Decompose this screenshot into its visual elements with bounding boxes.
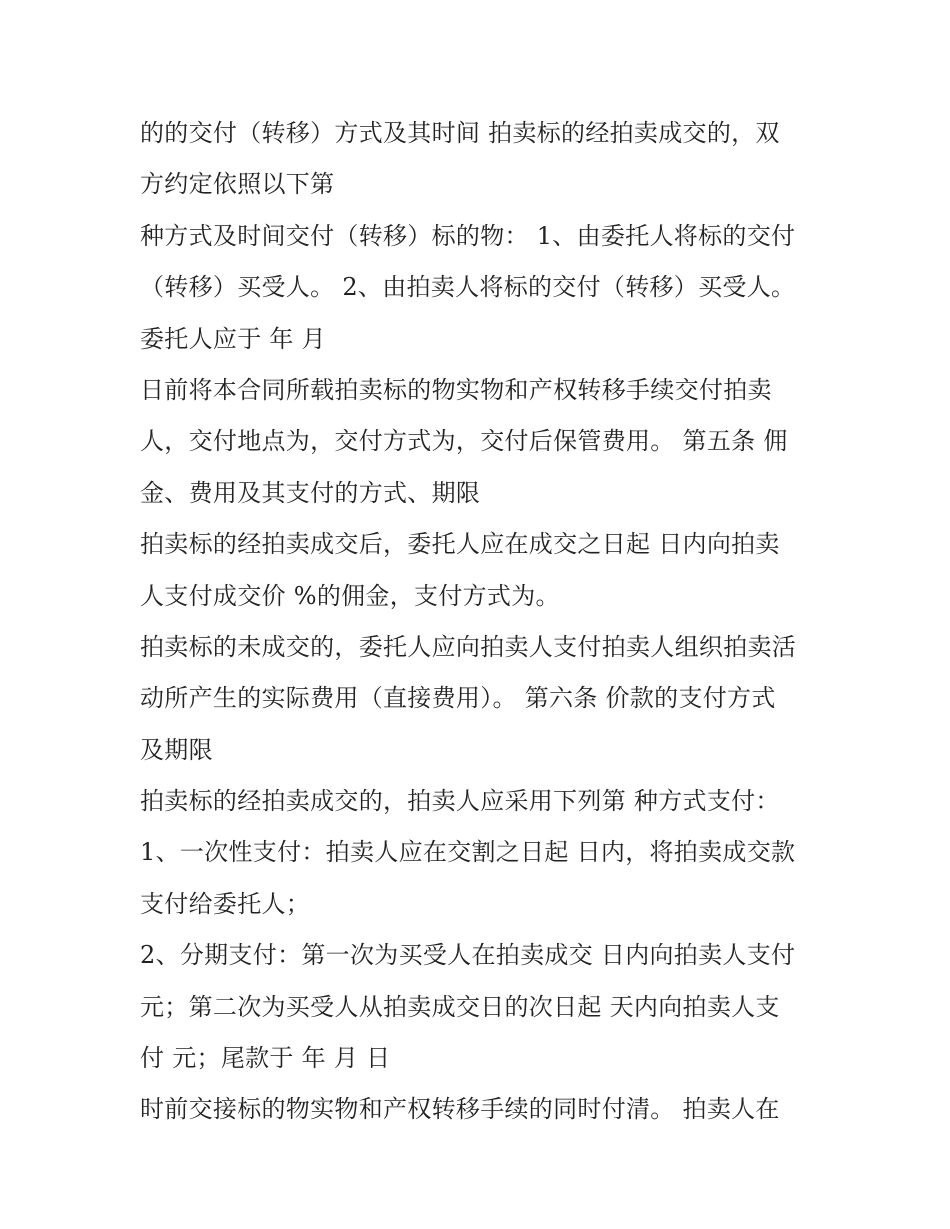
text-line: 委托人应于 年 月 [140,324,326,353]
text-line: 拍卖标的经拍卖成交的，拍卖人应采用下列第 种方式支付： [140,787,780,816]
text-line: 2、分期支付：第一次为买受人在拍卖成交 日内向拍卖人支付 [140,941,796,970]
text-line: 金、费用及其支付的方式、期限 [140,478,481,507]
document-body [140,108,820,1136]
text-line: 1、一次性支付：拍卖人应在交割之日起 日内，将拍卖成交款 [140,838,796,867]
text-line: 时前交接标的物实物和产权转移手续的同时付清。 拍卖人在 [140,1095,780,1124]
text-line: 动所产生的实际费用（直接费用）。 第六条 价款的支付方式 [140,684,776,713]
text-line: 的的交付（转移）方式及其时间 拍卖标的经拍卖成交的，双 [140,119,780,147]
text-line: 支付给委托人； [140,889,311,918]
text-line: 元；第二次为买受人从拍卖成交日的次日起 天内向拍卖人支 [140,992,780,1021]
text-line: 付 元；尾款于 年 月 日 [140,1044,391,1073]
text-line: 日前将本合同所载拍卖标的物实物和产权转移手续交付拍卖 [140,375,772,404]
text-line: 方约定依照以下第 [140,170,335,199]
text-line: 人，交付地点为，交付方式为，交付后保管费用。 第五条 佣 [140,427,788,456]
text-line: 及期限 [140,735,213,764]
text-line: 人支付成交价 %的佣金，支付方式为。 [140,581,560,610]
text-line: 拍卖标的未成交的，委托人应向拍卖人支付拍卖人组织拍卖活 [140,632,797,661]
text-line: 种方式及时间交付（转移）标的物： 1、由委托人将标的交付 [140,221,796,250]
text-line: 拍卖标的经拍卖成交后，委托人应在成交之日起 日内向拍卖 [140,530,780,559]
text-line: （转移）买受人。 2、由拍卖人将标的交付（转移）买受人。 [140,273,796,302]
